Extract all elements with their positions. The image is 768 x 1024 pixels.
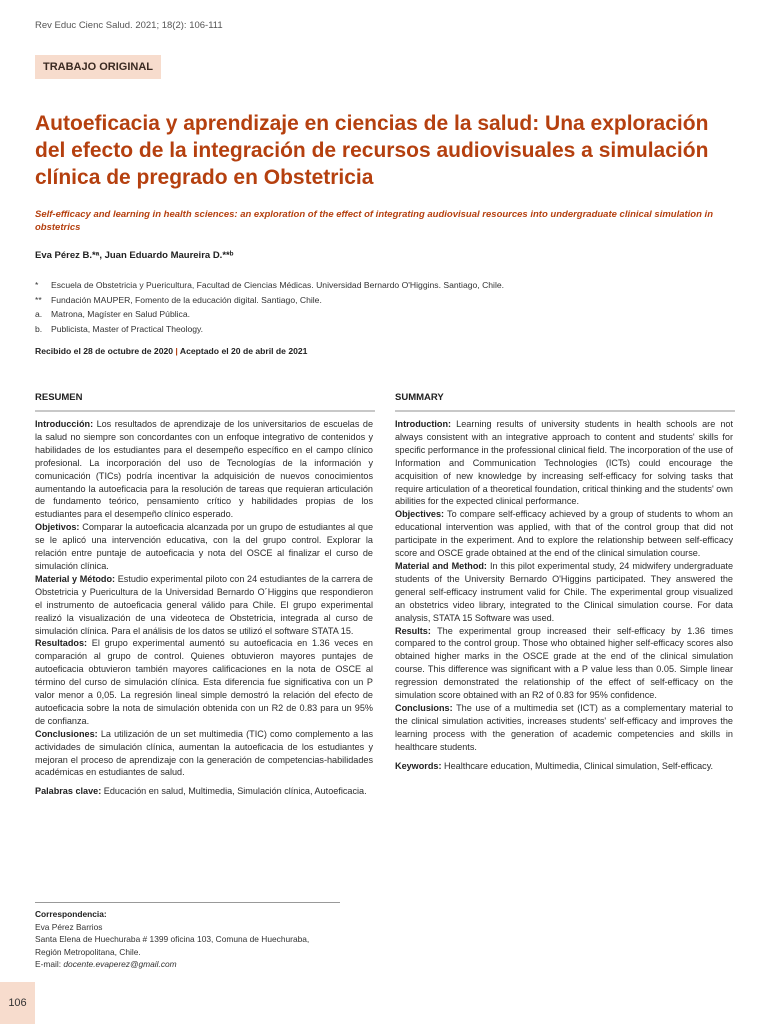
article-type-badge: TRABAJO ORIGINAL — [35, 55, 161, 79]
journal-reference: Rev Educ Cienc Salud. 2021; 18(2): 106-111 — [35, 20, 223, 31]
summary-kw-label: Keywords: — [395, 760, 442, 771]
resumen-results — [35, 637, 373, 727]
affiliation-mark: * — [35, 280, 39, 290]
resumen-heading: RESUMEN — [35, 392, 375, 412]
summary-heading: SUMMARY — [395, 392, 735, 412]
page-number: 106 — [0, 982, 35, 1024]
resumen-column — [35, 418, 373, 798]
summary-column — [395, 418, 733, 772]
correspondence-heading: Correspondencia: — [35, 909, 107, 919]
affiliation-text: Matrona, Magíster en Salud Pública. — [51, 309, 191, 319]
resumen-keywords — [35, 785, 373, 798]
date-separator: | — [175, 346, 178, 356]
resumen-kw-label: Palabras clave: — [35, 786, 102, 797]
english-title: Self-efficacy and learning in health sciences: an exploration of the effect of integrating audiovisual resources into undergraduate clinical simulation in obstetrics — [35, 209, 713, 233]
summary-results-label: Results: — [395, 625, 431, 636]
correspondence-email-line — [35, 958, 340, 971]
summary-introduction — [395, 418, 733, 508]
resumen-results-text: El grupo experimental aumentó su autoeficacia en 1.36 veces en comparación al grupo de control. Quienes obtuvieron mayores puntajes de autoeficacia obtuvieron también mayores calificaciones en la nota de OSCE al término del curso de simulación clínica. Esta diferencia fue significativa con un P valor menor a 0,05. La regresión lineal simple demostró la relación del efecto de autoeficacia sobre la nota de simulación obtenida con un R2 de 0.83 para un 95% de confianza. — [35, 638, 373, 726]
resumen-intro-label: Introducción: — [35, 419, 94, 429]
summary-obj-text: To compare self-efficacy achieved by a group of students to whom an educational intervention was applied, with that of the control group that did not participate in the experiment. And to explore the relationship between self-efficacy score and OSCE grade obtained at the end of the clinical simulation course. — [395, 509, 733, 559]
affiliation-mark: a. — [35, 309, 43, 319]
summary-conclusions — [395, 702, 733, 754]
affiliation-text: Publicista, Master of Practical Theology. — [51, 323, 204, 334]
summary-intro-label: Introduction: — [395, 419, 452, 429]
affiliations — [35, 278, 740, 336]
affiliation-text: Fundación MAUPER, Fomento de la educación digital. Santiago, Chile. — [51, 294, 322, 305]
email-link[interactable]: docente.evaperez@gmail.com — [63, 959, 177, 970]
correspondence-block — [35, 902, 340, 971]
affiliation-text: Escuela de Obstetricia y Puericultura, Facultad de Ciencias Médicas. Universidad Bernardo O'Higgins. Santiago, Chile. — [51, 280, 505, 290]
resumen-method-text: Estudio experimental piloto con 24 estudiantes de la carrera de Obstetricia y Puericultura de la Universidad Bernardo O´Higgins que respondieron el instrumento de autoeficacia general válido para Chile. El grupo experimental realizó la visualización de una videoteca de Obstetricia, integrada al curso de simulación clínica. Para el análisis de los datos se utilizó el software STATA 15. — [35, 573, 373, 636]
affiliation-item — [35, 307, 740, 322]
resumen-kw-text: Educación en salud, Multimedia, Simulación clínica, Autoeficacia. — [101, 786, 367, 797]
resumen-concl-label: Conclusiones: — [35, 728, 98, 739]
resumen-introduction — [35, 418, 373, 521]
affiliation-item — [35, 278, 740, 293]
summary-intro-text: Learning results of university students in health schools are not always consistent with an integrative approach to content and students' skills for specific performance in the professional clinical field. The incorporation of the use of Information and Communication Technologies (ICTs) could encourage the acquisition of new knowledge by increasing self-efficacy for solving tasks that require articulation of a theoretical foundation, critical thinking and the students' own abilities for the expected clinical performance. — [395, 419, 733, 507]
summary-objectives — [395, 508, 733, 560]
received-date: Recibido el 28 de octubre de 2020 — [35, 346, 174, 356]
resumen-conclusions — [35, 728, 373, 780]
resumen-intro-text: Los resultados de aprendizaje de los universitarios de escuelas de la salud no siempre son concordantes con un enfoque integrativo de contenidos y habilidades de los estudiantes para el desempeño específico en el campo clínico profesional. La incorporación del uso de Tecnologías de la información y comunicación (TICs) podría incentivar la adquisición de nuevos conocimientos aumentando la autoeficacia para la resolución de tareas que requieran articulación de fundamento teórico, pensamiento crítico y habilidades propias de los estudiantes para el desempeño clínico esperado. — [35, 419, 373, 520]
summary-method-text: In this pilot experimental study, 24 midwifery undergraduate students of the University Bernardo O'Higgins participated. They answered the general self-efficacy instrument valid for Chile. The experimental group visualized an obstetrics video library, integrated to the Clinical simulation course. For data analysis, STATA 15 Software was used. — [395, 560, 733, 623]
submission-dates — [35, 346, 307, 356]
correspondence-address-line: Santa Elena de Huechuraba # 1399 oficina 103, Comuna de Huechuraba, — [35, 934, 310, 945]
summary-method — [395, 560, 733, 625]
affiliation-item — [35, 293, 740, 308]
resumen-concl-text: La utilización de un set multimedia (TIC) como complemento a las actividades de simulación clínica, aumentan la autoeficacia de los estudiantes y mejoran el proceso de aprendizaje con la generación de competencias-habilidades académicas en estudiantes de salud. — [35, 728, 373, 778]
article-title: Autoeficacia y aprendizaje en ciencias de la salud: Una exploración del efecto de la integración de recursos audiovisuales a simulación clínica de pregrado en Obstetricia — [35, 112, 709, 189]
email-label: E-mail: — [35, 959, 64, 970]
accepted-date: Aceptado el 20 de abril de 2021 — [179, 346, 308, 356]
affiliation-mark: ** — [35, 294, 42, 305]
summary-results — [395, 625, 733, 702]
summary-keywords — [395, 760, 733, 773]
resumen-obj-label: Objetivos: — [35, 522, 80, 533]
summary-method-label: Material and Method: — [395, 560, 487, 571]
correspondence-address-line: Región Metropolitana, Chile. — [35, 946, 141, 957]
summary-results-text: The experimental group increased their self-efficacy by 1.36 times compared to the control group. Those who obtained higher self-efficacy scores also obtained higher marks in the OSCE grade at the end of the clinical simulation course. This difference was significant with a P value less than 0.05. Simple linear regression demonstrated the relationship of the effect of self-efficacy on the simulation score obtained with an R2 of 0.83 for 95% confidence. — [395, 625, 733, 701]
author-list: Eva Pérez B.*ᵃ, Juan Eduardo Maureira D.**ᵇ — [35, 250, 234, 261]
summary-concl-text: The use of a multimedia set (ICT) as a complementary material to the clinical simulation activities, increases students' self-efficacy and improves the learning process with the generation of academic competencies and skills in healthcare students. — [395, 702, 733, 752]
resumen-method — [35, 573, 373, 638]
summary-obj-label: Objectives: — [395, 509, 445, 520]
affiliation-item — [35, 322, 740, 337]
summary-concl-label: Conclusions: — [395, 702, 453, 713]
affiliation-mark: b. — [35, 323, 43, 334]
correspondence-name: Eva Pérez Barrios — [35, 921, 103, 932]
resumen-method-label: Material y Método: — [35, 573, 116, 584]
resumen-objectives — [35, 521, 373, 573]
summary-kw-text: Healthcare education, Multimedia, Clinical simulation, Self-efficacy. — [441, 760, 714, 771]
resumen-results-label: Resultados: — [35, 638, 88, 649]
resumen-obj-text: Comparar la autoeficacia alcanzada por un grupo de estudiantes al que se le aplicó una intervención educativa, con la del grupo control. Explorar la relación entre puntaje de autoeficacia y nota del OSCE al finalizar el curso de simulación clínica. — [35, 522, 373, 571]
